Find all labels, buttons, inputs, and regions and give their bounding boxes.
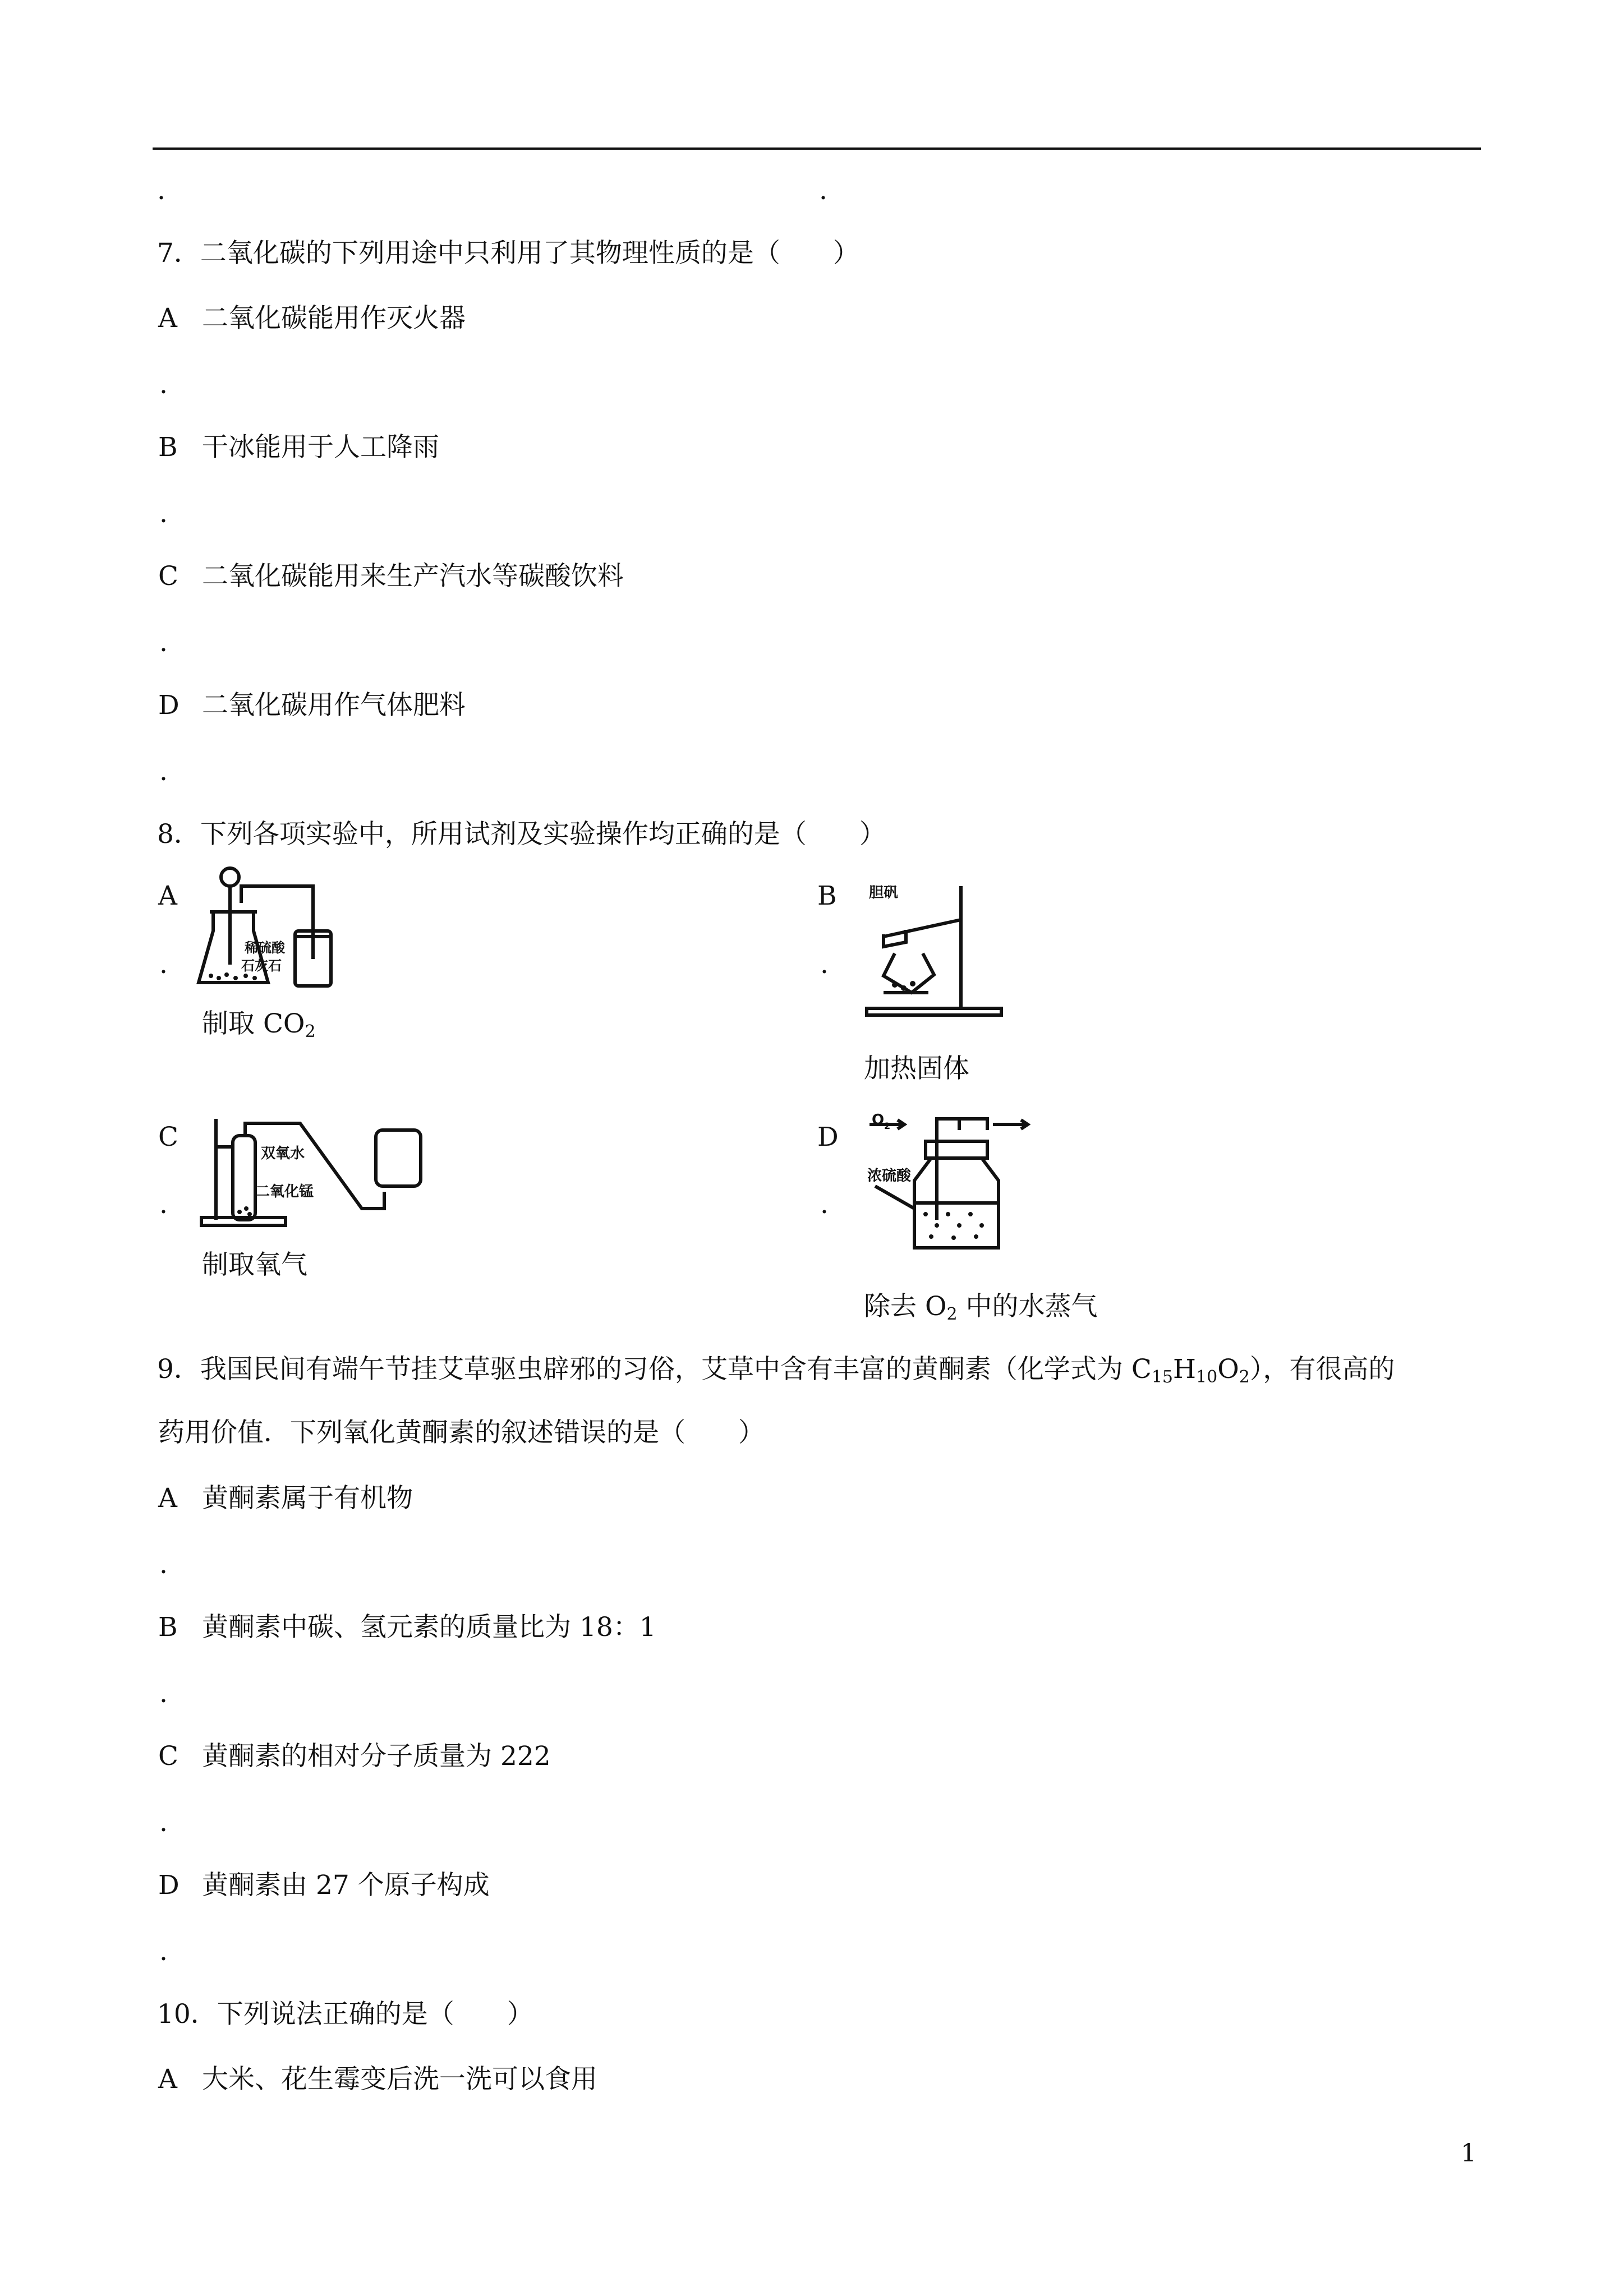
option-dot: . — [820, 949, 829, 980]
option-dot: . — [159, 1549, 168, 1580]
page-number: 1 — [1461, 2139, 1476, 2168]
stem-text: ），有很高的 — [1249, 1354, 1395, 1385]
figure-label: 浓硫酸 — [867, 1168, 912, 1184]
option-letter: D — [158, 690, 180, 721]
option-letter: B — [158, 1612, 178, 1643]
caption-subscript: 2 — [946, 1304, 958, 1324]
caption-subscript: 2 — [305, 1022, 316, 1041]
figure-label: 石灰石 — [241, 958, 282, 974]
option-dot: . — [159, 1936, 168, 1967]
option-letter: D — [158, 1870, 180, 1901]
stem-text: 9．我国民间有端午节挂艾草驱虫辟邪的习俗，艾草中含有丰富的黄酮素（化学式为 C — [157, 1354, 1152, 1385]
option-text: 干冰能用于人工降雨 — [202, 432, 439, 463]
figure-label: O — [872, 1112, 885, 1128]
option-text: 黄酮素的相对分子质量为 222 — [202, 1741, 551, 1772]
question-8-stem: 8．下列各项实验中，所用试剂及实验操作均正确的是（ ） — [157, 819, 886, 850]
option-dot: . — [159, 498, 168, 529]
header-rule — [153, 147, 1481, 150]
option-dot: . — [159, 369, 168, 400]
option-text: 黄酮素中碳、氢元素的质量比为 18：1 — [202, 1612, 656, 1643]
option-text: 二氧化碳用作气体肥料 — [202, 690, 466, 721]
option-text: 二氧化碳能用来生产汽水等碳酸饮料 — [202, 561, 624, 592]
option-dot: . — [159, 756, 168, 787]
question-10-stem: 10．下列说法正确的是（ ） — [157, 1999, 533, 2030]
figure-label: 胆矾 — [869, 884, 899, 901]
option-caption: 制取氧气 — [202, 1250, 307, 1280]
option-letter: A — [158, 2064, 177, 2095]
option-text: 二氧化碳能用作灭火器 — [202, 303, 466, 334]
option-letter: A — [158, 303, 177, 334]
apparatus-figure-b — [861, 880, 1013, 1021]
figure-label: 2 — [884, 1121, 891, 1131]
option-letter: C — [158, 1122, 178, 1152]
formula-subscript: 2 — [1239, 1367, 1250, 1387]
option-dot: . — [159, 1678, 168, 1709]
option-letter: C — [158, 561, 178, 592]
option-dot: . — [159, 627, 168, 658]
option-dot: . — [819, 175, 827, 206]
question-9-stem-line1 — [157, 1353, 1395, 1394]
figure-label: 二氧化锰 — [255, 1183, 314, 1200]
option-letter: D — [817, 1122, 839, 1152]
apparatus-figure-c — [199, 1108, 435, 1231]
apparatus-figure-a — [196, 864, 404, 993]
question-7-stem: 7．二氧化碳的下列用途中只利用了其物理性质的是（ ） — [157, 238, 859, 269]
option-dot: . — [157, 175, 165, 206]
figure-label: 双氧水 — [261, 1145, 305, 1162]
option-caption: 加热固体 — [864, 1053, 969, 1084]
option-letter: A — [158, 880, 177, 911]
option-text: 大米、花生霉变后洗一洗可以食用 — [202, 2064, 597, 2095]
option-text: 黄酮素由 27 个原子构成 — [202, 1870, 490, 1901]
figure-label: 稀硫酸 — [245, 940, 285, 956]
option-letter: B — [158, 432, 178, 463]
option-text: 黄酮素属于有机物 — [202, 1483, 413, 1514]
option-caption — [864, 1290, 1098, 1331]
caption-main: 制取 CO — [202, 1008, 305, 1039]
option-letter: C — [158, 1741, 178, 1772]
caption-post: 中的水蒸气 — [957, 1291, 1098, 1322]
formula-subscript: 15 — [1151, 1367, 1173, 1387]
option-letter: B — [817, 880, 837, 911]
formula-subscript: 10 — [1196, 1367, 1218, 1387]
caption-pre: 除去 O — [864, 1291, 947, 1322]
option-dot: . — [159, 949, 168, 980]
formula-element: H — [1173, 1354, 1196, 1385]
question-9-stem-line2: 药用价值．下列氧化黄酮素的叙述错误的是（ ） — [158, 1417, 765, 1448]
apparatus-figure-d — [864, 1108, 1049, 1259]
option-dot: . — [159, 1807, 168, 1838]
option-caption — [202, 1007, 316, 1049]
formula-element: O — [1217, 1354, 1239, 1385]
option-dot: . — [159, 1189, 168, 1220]
option-dot: . — [820, 1189, 829, 1220]
option-letter: A — [158, 1483, 177, 1514]
